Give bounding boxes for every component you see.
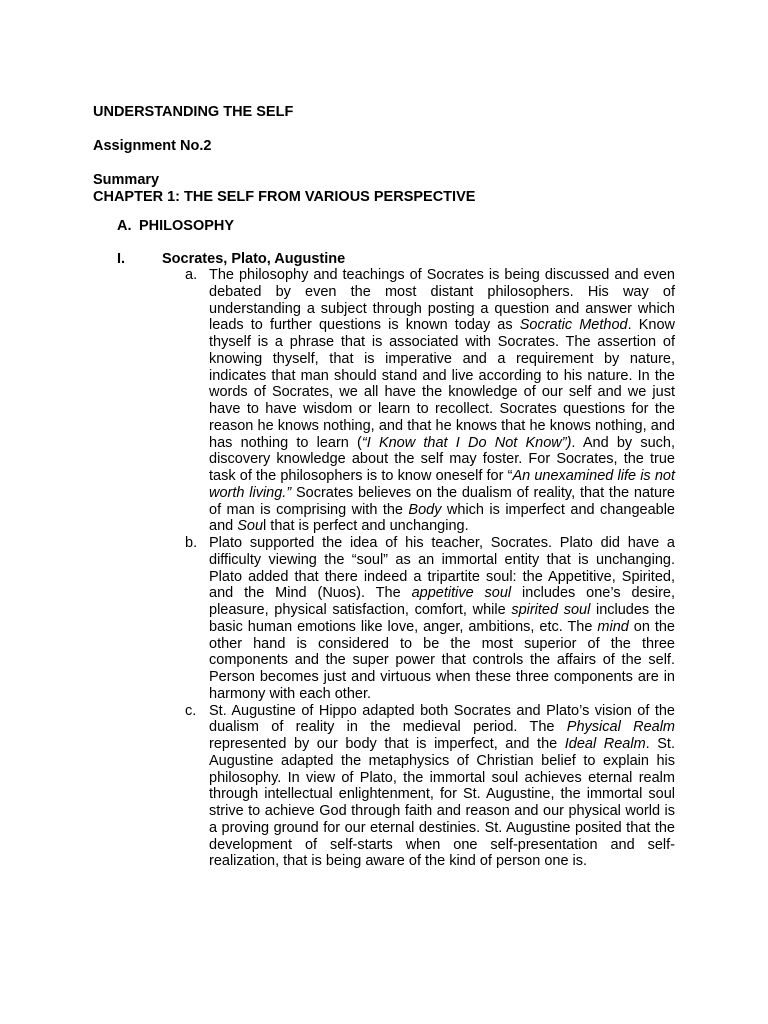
item-text: The philosophy and teachings of Socrates is being discussed and even debated by even the most distant philosophers. His way of understanding a subject through posting a question and answer which leads to further questions is known today as Socratic Method. Know thyself is a phrase that is associated with Socrates. The assertion of knowing thyself, that is imperative and a requirement by nature, indicates that man should stand and live according to his nature. In the words of Socrates, we all have the knowledge of our self and we just have to have wisdom or learn to recollect. Socrates questions for the reason he knows nothing, and that he knows that he knows nothing, and has nothing to learn (“I Know that I Do Not Know”). And by such, discovery knowledge about the self may foster. For Socrates, the true task of the philosophers is to know oneself for “An unexamined life is not worth living.” Socrates believes on the dualism of reality, that the nature of man is comprising with the Body which is imperfect and changeable and Soul that is perfect and unchanging. — [209, 267, 676, 535]
subsection-title: Socrates, Plato, Augustine — [162, 251, 346, 267]
emphasis-text: appetitive soul — [411, 585, 512, 602]
emphasis-text: Physical Realm — [566, 719, 676, 736]
assignment-label: Assignment No.2 — [93, 138, 212, 154]
emphasis-text: mind — [597, 618, 629, 635]
emphasis-text: spirited soul — [511, 602, 591, 618]
list-item — [185, 267, 675, 535]
chapter-title: CHAPTER 1: THE SELF FROM VARIOUS PERSPECTIVE — [93, 189, 476, 205]
emphasis-text: Sou — [237, 518, 264, 535]
section-title: PHILOSOPHY — [139, 218, 235, 234]
subsection-marker: I. — [117, 251, 126, 267]
emphasis-text: “I Know that I Do Not Know”) — [361, 434, 572, 451]
list-item — [185, 535, 675, 703]
emphasis-text: Socratic Method — [519, 317, 628, 334]
emphasis-text: Body — [408, 501, 442, 518]
item-text: Plato supported the idea of his teacher, Socrates. Plato did have a difficulty viewing the “soul” as an immortal entity that is unchanging. Plato added that there indeed a tripartite soul: the Appetitive, Spirited, and the Mind (Nuos). The appetitive soul includes one’s desire, pleasure, physical satisfaction, comfort, while spirited soul includes the basic human emotions like love, anger, ambitions, etc. The mind on the other hand is considered to be the most superior of the three components and the super power that controls the affairs of the self. Person becomes just and virtuous when these three components are in harmony with each other. — [209, 535, 676, 702]
section-heading — [117, 218, 234, 235]
emphasis-text: Ideal Realm — [564, 736, 646, 752]
item-list — [185, 267, 675, 870]
summary-label: Summary — [93, 172, 160, 188]
document-title: UNDERSTANDING THE SELF — [93, 104, 294, 120]
emphasis-text: An unexamined life is not worth living.” — [209, 468, 676, 501]
section-marker: A. — [117, 218, 132, 234]
item-letter: b. — [185, 535, 198, 551]
item-text: St. Augustine of Hippo adapted both Socrates and Plato’s vision of the dualism of reality in the medieval period. The Physical Realm represented by our body that is imperfect, and the Ideal Realm. St. Augustine adapted the metaphysics of Christian belief to explain his philosophy. In view of Plato, the immortal soul achieves eternal realm through intellectual enlightenment, for St. Augustine, the immortal soul strive to achieve God through faith and reason and our physical world is a proving ground for our eternal destinies. St. Augustine posited that the development of self-starts when one self-presentation and self-realization, that is being aware of the kind of person one is. — [209, 702, 676, 870]
item-letter: c. — [185, 702, 197, 719]
list-item — [185, 703, 675, 871]
item-letter: a. — [185, 267, 198, 283]
